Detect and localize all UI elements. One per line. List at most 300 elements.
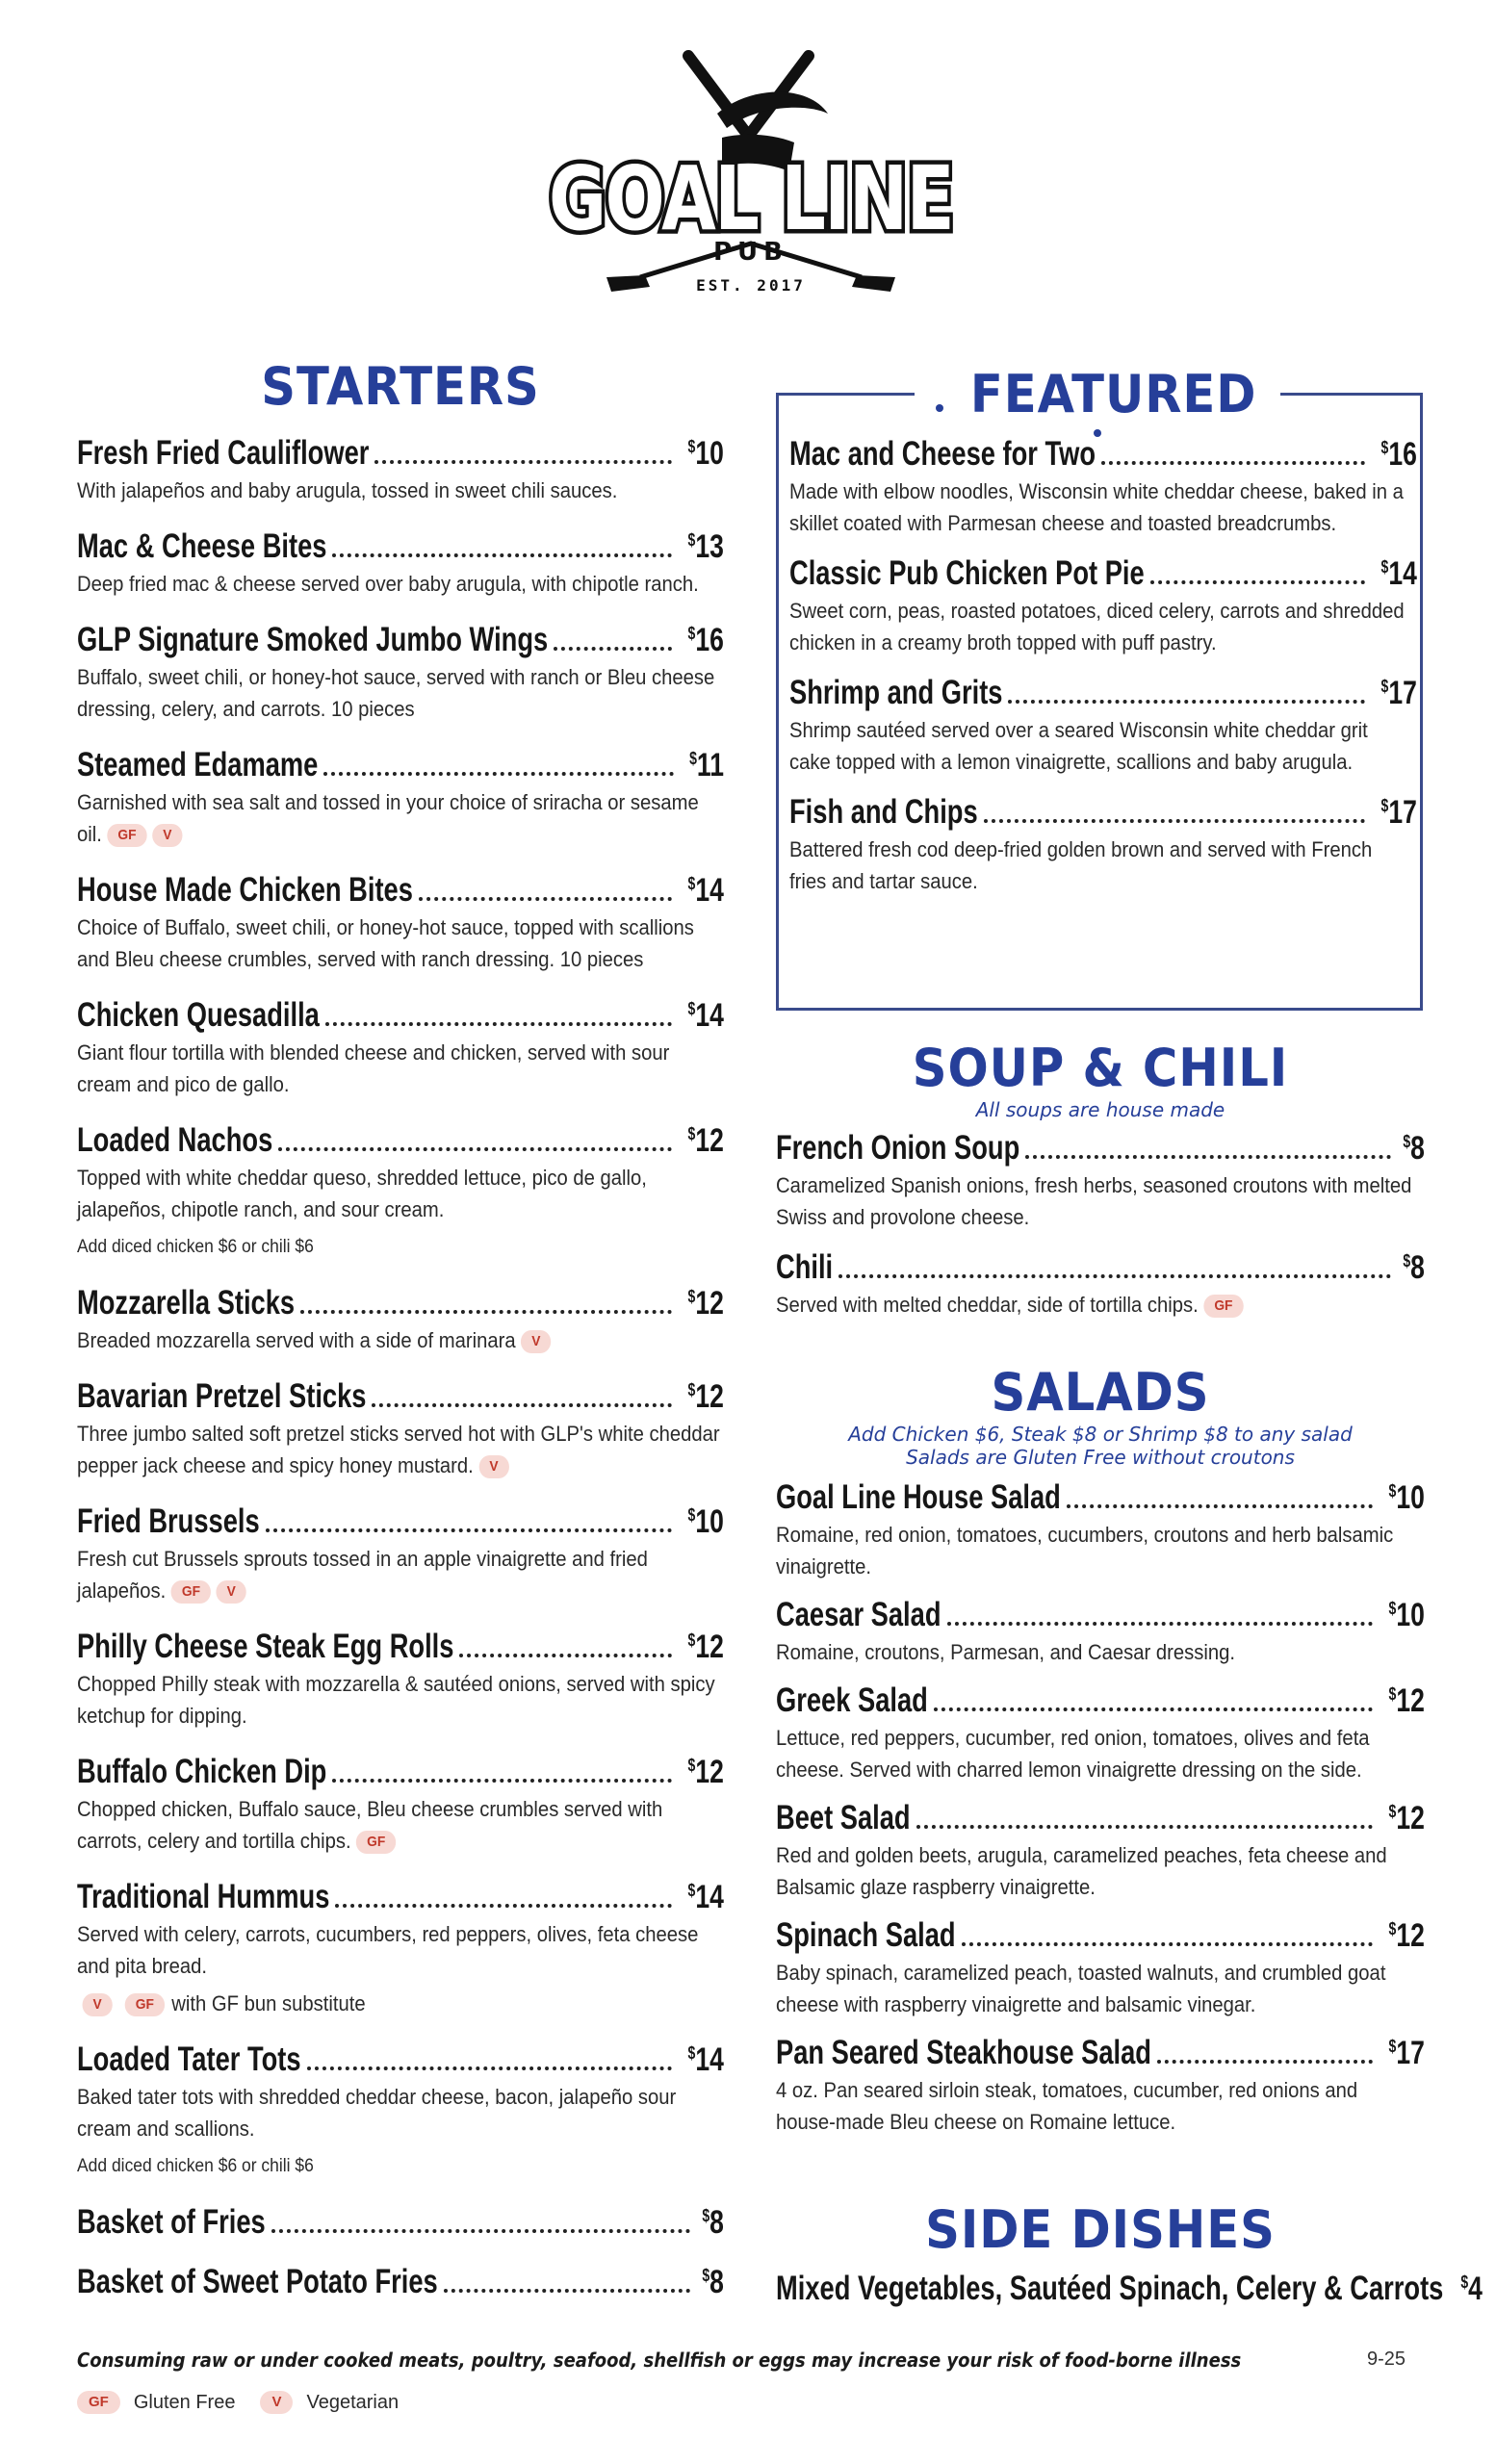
dollar-sign: $ (1380, 796, 1389, 815)
starters-title: STARTERS (261, 356, 540, 417)
dot-leader (459, 1654, 672, 1657)
description-text: Caramelized Spanish onions, fresh herbs, seasoned croutons with melted Swiss and provolone cheese. (776, 1173, 1412, 1229)
description-text: Fresh cut Brussels sprouts tossed in an apple vinaigrette and fried jalapeños. (77, 1547, 648, 1603)
dot-leader (444, 2289, 690, 2293)
menu-item-name: House Made Chicken Bites (77, 871, 413, 909)
description-text: Red and golden beets, arugula, caramelized peaches, feta cheese and Balsamic glaze raspberry vinaigrette. (776, 1843, 1387, 1899)
menu-item-line (77, 1628, 724, 1666)
description-text: Buffalo, sweet chili, or honey-hot sauce, served with ranch or Bleu cheese dressing, celery, and carrots. 10 pieces (77, 665, 715, 721)
price-value: 17 (1388, 675, 1417, 711)
dollar-sign: $ (1388, 1919, 1397, 1938)
menu-item (776, 1129, 1425, 1233)
menu-item-line (776, 1596, 1425, 1634)
menu-item-name: Mac and Cheese for Two (789, 435, 1096, 473)
menu-item-line (77, 1878, 724, 1916)
menu-item (77, 1502, 724, 1606)
menu-item (776, 1681, 1425, 1785)
price-value: 8 (709, 2264, 724, 2300)
menu-item (77, 871, 724, 975)
dot-leader (278, 1147, 672, 1151)
menu-item-line (77, 1284, 724, 1322)
menu-item-description (77, 911, 720, 975)
menu-item-price (688, 997, 724, 1035)
menu-item-name: Mixed Vegetables, Sautéed Spinach, Celery & Carrots (776, 2270, 1444, 2307)
menu-item-line (77, 1753, 724, 1791)
menu-item-name: Spinach Salad (776, 1916, 956, 1954)
description-text: Choice of Buffalo, sweet chili, or honey-hot sauce, topped with scallions and Bleu cheese crumbles, served with ranch dressing. 10 pieces (77, 915, 694, 971)
menu-item-name: Loaded Tater Tots (77, 2040, 301, 2078)
gf-badge: GF (171, 1580, 211, 1604)
dollar-sign: $ (687, 1505, 696, 1525)
dot-leader (554, 647, 672, 651)
menu-item-line (77, 527, 724, 566)
description-text: Romaine, croutons, Parmesan, and Caesar dressing. (776, 1640, 1236, 1664)
menu-item-price (689, 747, 724, 784)
menu-item (77, 1753, 724, 1857)
price-value: 12 (695, 1754, 724, 1790)
menu-item-line (776, 1248, 1425, 1287)
description-text: Three jumbo salted soft pretzel sticks served hot with GLP's white cheddar pepper jack cheese and spicy honey mustard. (77, 1422, 720, 1477)
dollar-sign: $ (687, 437, 696, 456)
menu-item-description (77, 786, 720, 850)
menu-item-description (789, 595, 1413, 658)
dot-leader (419, 897, 672, 901)
description-text: 4 oz. Pan seared sirloin steak, tomatoes, cucumber, red onions and house-made Bleu cheese on Romaine lettuce. (776, 2078, 1358, 2134)
price-value: 17 (1396, 2035, 1425, 2071)
dot-leader (1067, 1504, 1373, 1508)
menu-item-price (1389, 1479, 1425, 1517)
description-text: Battered fresh cod deep-fried golden brown and served with French fries and tartar sauce. (789, 837, 1373, 893)
menu-item-line (776, 1916, 1425, 1955)
menu-item-line (776, 1129, 1425, 1168)
menu-item-description (77, 568, 720, 600)
menu-item (789, 793, 1417, 897)
description-text: Garnished with sea salt and tossed in your choice of sriracha or sesame oil. (77, 790, 699, 846)
dot-leader (1150, 580, 1365, 584)
logo-sub: PUB (713, 238, 788, 267)
menu-item-line (789, 674, 1417, 712)
menu-item-description (77, 1324, 720, 1356)
menu-item-name: Mozzarella Sticks (77, 1284, 296, 1322)
menu-item-name: Buffalo Chicken Dip (77, 1753, 327, 1790)
menu-item-price (1381, 436, 1417, 474)
menu-item-price (1389, 1597, 1425, 1634)
menu-item-price (688, 2041, 724, 2079)
menu-item-name: French Onion Soup (776, 1129, 1020, 1167)
v-badge: V (83, 1993, 113, 2016)
menu-item (776, 1478, 1425, 1582)
description-text: Deep fried mac & cheese served over baby arugula, with chipotle ranch. (77, 572, 699, 596)
dot-leader (307, 2066, 673, 2070)
menu-item-name: Fish and Chips (789, 793, 978, 831)
menu-item-price (1389, 1800, 1425, 1837)
price-value: 14 (695, 872, 724, 909)
sides-title: SIDE DISHES (925, 2199, 1276, 2260)
price-value: 10 (1396, 1597, 1425, 1633)
menu-item-price (688, 1378, 724, 1416)
menu-item-line (77, 996, 724, 1035)
goal-line-pub-logo (520, 46, 982, 316)
description-text: Giant flour tortilla with blended cheese and chicken, served with sour cream and pico de gallo. (77, 1040, 670, 1096)
price-value: 14 (1388, 555, 1417, 592)
menu-item-description (77, 661, 720, 725)
soup-title: SOUP & CHILI (912, 1038, 1289, 1098)
dot-leader (335, 1904, 672, 1908)
menu-item-price (1381, 675, 1417, 712)
price-value: 13 (695, 528, 724, 565)
dollar-sign: $ (687, 624, 696, 643)
price-value: 10 (1396, 1479, 1425, 1516)
dollar-sign: $ (702, 2206, 710, 2225)
dot-leader (271, 2229, 690, 2233)
menu-item (77, 2203, 724, 2242)
featured-title: FEATURED (969, 364, 1256, 424)
description-text: Breaded mozzarella served with a side of marinara (77, 1328, 516, 1352)
dollar-sign: $ (1388, 1802, 1397, 1821)
menu-item-line (77, 1121, 724, 1160)
menu-item-name: Pan Seared Steakhouse Salad (776, 2034, 1151, 2071)
menu-item-price (702, 2204, 724, 2242)
salads-sub1 (776, 1423, 1425, 1446)
logo-est: EST. 2017 (696, 276, 806, 295)
menu-item (77, 1121, 724, 1263)
menu-item-name: Philly Cheese Steak Egg Rolls (77, 1628, 454, 1665)
price-value: 12 (695, 1122, 724, 1159)
menu-item-name: Basket of Fries (77, 2203, 266, 2241)
menu-item-description (776, 1839, 1421, 1903)
menu-item-description (77, 475, 720, 506)
dot-leader (984, 819, 1366, 823)
price-value: 16 (1388, 436, 1417, 473)
hockey-sticks-logo-icon (520, 46, 982, 316)
gf-badge: GF (1203, 1295, 1243, 1318)
price-value: 12 (695, 1378, 724, 1415)
price-value: 12 (695, 1629, 724, 1665)
menu-item-line (77, 434, 724, 473)
dot-leader (947, 1622, 1374, 1626)
menu-item-price (1381, 794, 1417, 832)
price-value: 12 (1396, 1917, 1425, 1954)
menu-item (77, 1284, 724, 1356)
salads-sub2: Salads are Gluten Free without croutons (906, 1446, 1295, 1469)
menu-item-price (688, 622, 724, 659)
v-badge: V (217, 1580, 246, 1604)
menu-item-description (776, 1169, 1421, 1233)
starters-column (77, 356, 724, 2323)
menu-item-line (789, 793, 1417, 832)
menu-item (776, 1248, 1425, 1321)
dollar-sign: $ (1388, 1684, 1397, 1704)
salads-list (776, 1478, 1425, 2138)
menu-item-description (776, 1289, 1421, 1321)
menu-item-description (77, 1918, 720, 1982)
note-text: with GF bun substitute (171, 1991, 366, 2015)
dollar-sign: $ (687, 1881, 696, 1900)
gf-badge: GF (77, 2391, 120, 2414)
menu-item-price (688, 435, 724, 473)
menu-item-description (789, 834, 1413, 897)
menu-item (776, 1916, 1425, 2020)
menu-item-name: Caesar Salad (776, 1596, 941, 1633)
description-text: Topped with white cheddar queso, shredded lettuce, pico de gallo, jalapeños, chipotle ranch, and sour cream. (77, 1166, 647, 1221)
menu-item-line (776, 1478, 1425, 1517)
menu-item (789, 435, 1417, 539)
menu-item-price (1389, 2035, 1425, 2072)
v-badge: V (521, 1330, 551, 1353)
description-text: Chopped Philly steak with mozzarella & sautéed onions, served with spicy ketchup for dipping. (77, 1672, 715, 1728)
menu-item-name: Mac & Cheese Bites (77, 527, 327, 565)
dot-leader (266, 1528, 673, 1532)
menu-item-price (702, 2264, 724, 2301)
menu-item-line (789, 435, 1417, 474)
description-text: Lettuce, red peppers, cucumber, red onion, tomatoes, olives and feta cheese. Served with charred lemon vinaigrette dressing on the side. (776, 1726, 1370, 1782)
menu-item-name: Basket of Sweet Potato Fries (77, 2263, 438, 2300)
menu-item-price (688, 528, 724, 566)
dot-leader (1008, 700, 1365, 704)
price-value: 8 (1410, 1130, 1425, 1167)
menu-item-description (776, 1957, 1421, 2020)
soup-list (776, 1129, 1425, 1321)
menu-item-name: Steamed Edamame (77, 746, 319, 783)
dollar-sign: $ (687, 1630, 696, 1650)
price-value: 10 (695, 1503, 724, 1540)
dot-leader (1101, 461, 1365, 465)
dollar-sign: $ (702, 2266, 710, 2285)
price-value: 8 (1410, 1249, 1425, 1286)
menu-item-description (77, 1162, 720, 1225)
menu-item-price (688, 1503, 724, 1541)
price-value: 14 (695, 997, 724, 1034)
price-value: 8 (709, 2204, 724, 2241)
dollar-sign: $ (687, 999, 696, 1018)
menu-item-price (688, 1879, 724, 1916)
note-text: Add diced chicken $6 or chili $6 (77, 1237, 314, 1257)
salads-title: SALADS (991, 1362, 1210, 1423)
dot-leader (332, 1779, 672, 1783)
menu-item-description (776, 2074, 1421, 2138)
dot-leader (934, 1707, 1373, 1711)
description-text: Made with elbow noodles, Wisconsin white cheddar cheese, baked in a skillet coated with Parmesan cheese and toasted breadcrumbs. (789, 479, 1404, 535)
menu-item (776, 2270, 1483, 2308)
starters-list (77, 434, 724, 2301)
menu-item-name: Greek Salad (776, 1681, 928, 1719)
description-text: Served with melted cheddar, side of tortilla chips. (776, 1293, 1199, 1317)
gf-badge: GF (125, 1993, 165, 2016)
menu-item-name: Classic Pub Chicken Pot Pie (789, 554, 1145, 592)
menu-item-price (1381, 555, 1417, 593)
menu-item-line (77, 2263, 724, 2301)
sides-section (776, 2199, 1483, 2308)
description-text: Sweet corn, peas, roasted potatoes, diced celery, carrots and shredded chicken in a creamy broth topped with puff pastry. (789, 599, 1405, 654)
menu-item-line (776, 2034, 1425, 2072)
dot-leader (323, 772, 674, 776)
price-value: 10 (695, 435, 724, 472)
dollar-sign: $ (1380, 438, 1389, 457)
menu-item-description (77, 2081, 720, 2144)
dollar-sign: $ (1388, 1599, 1397, 1618)
dollar-sign: $ (687, 1380, 696, 1399)
menu-item-name: GLP Signature Smoked Jumbo Wings (77, 621, 549, 658)
menu-item-description (776, 1636, 1421, 1668)
menu-item-line (77, 1377, 724, 1416)
dot-leader (374, 460, 672, 464)
menu-item-description (77, 1668, 720, 1732)
dot-leader (325, 1022, 672, 1026)
menu-item-line (77, 871, 724, 910)
menu-item (77, 1878, 724, 2019)
menu-item-line (77, 1502, 724, 1541)
menu-item-name: Goal Line House Salad (776, 1478, 1061, 1516)
menu-item (77, 1377, 724, 1481)
featured-list (789, 435, 1417, 912)
menu-item-description (77, 1418, 720, 1481)
dollar-sign: $ (687, 530, 696, 550)
menu-item-price (1389, 1682, 1425, 1720)
dot-leader (1157, 2060, 1373, 2064)
menu-item-line (776, 2270, 1483, 2308)
menu-item-price (688, 1754, 724, 1791)
dollar-sign: $ (1388, 1481, 1397, 1501)
menu-item (77, 434, 724, 506)
menu-item-note (77, 1231, 720, 1263)
price-value: 4 (1468, 2271, 1483, 2307)
price-value: 17 (1388, 794, 1417, 831)
menu-item-description (776, 1722, 1421, 1785)
dollar-sign: $ (1403, 1132, 1411, 1151)
menu-item-line (789, 554, 1417, 593)
price-value: 16 (695, 622, 724, 658)
menu-item-price (688, 1122, 724, 1160)
menu-item (789, 674, 1417, 778)
menu-item (776, 2034, 1425, 2138)
menu-item-name: Traditional Hummus (77, 1878, 330, 1915)
legend-gf-label: Gluten Free (133, 2391, 236, 2413)
dollar-sign: $ (1460, 2272, 1469, 2292)
menu-item-description (776, 1519, 1421, 1582)
dollar-sign: $ (687, 1124, 696, 1143)
dot-leader (1025, 1155, 1391, 1159)
menu-item-line (77, 2040, 724, 2079)
description-text: Baby spinach, caramelized peach, toasted walnuts, and crumbled goat cheese with raspberry vinaigrette and balsamic vinegar. (776, 1961, 1386, 2016)
price-value: 12 (695, 1285, 724, 1322)
description-text: Baked tater tots with shredded cheddar cheese, bacon, jalapeño sour cream and scallions. (77, 2085, 677, 2141)
dot-left-icon (936, 404, 943, 412)
menu-item-name: Bavarian Pretzel Sticks (77, 1377, 367, 1415)
gf-badge: GF (356, 1831, 396, 1854)
salads-section (776, 1362, 1425, 2151)
dollar-sign: $ (687, 1287, 696, 1306)
sides-list (776, 2270, 1483, 2308)
dollar-sign: $ (687, 874, 696, 893)
description-text: Shrimp sautéed served over a seared Wisconsin white cheddar grit cake topped with a lemon vinaigrette, scallions and baby arugula. (789, 718, 1368, 774)
soup-section (776, 1038, 1425, 1336)
dot-leader (300, 1310, 672, 1314)
v-badge: V (152, 824, 182, 847)
description-text: With jalapeños and baby arugula, tossed in sweet chili sauces. (77, 478, 618, 502)
menu-item-name: Chili (776, 1248, 834, 1286)
menu-item (789, 554, 1417, 658)
price-value: 12 (1396, 1800, 1425, 1836)
menu-item-line (77, 2203, 724, 2242)
menu-item (776, 1799, 1425, 1903)
soup-subtitle: All soups are house made (975, 1098, 1225, 1121)
price-value: 11 (696, 747, 724, 783)
menu-item (77, 746, 724, 850)
dot-leader (838, 1274, 1391, 1278)
menu-item-description (77, 1793, 720, 1857)
dollar-sign: $ (1403, 1251, 1411, 1270)
dot-leader (332, 553, 672, 557)
price-value: 14 (695, 2041, 724, 2078)
menu-item (77, 621, 724, 725)
dot-leader (962, 1942, 1374, 1946)
salads-sub1-text: Add Chicken $6, Steak $8 or Shrimp $8 to any salad (848, 1423, 1353, 1446)
menu-item-name: Beet Salad (776, 1799, 911, 1836)
menu-item-description (789, 714, 1413, 778)
dollar-sign: $ (687, 2043, 696, 2063)
menu-item (77, 2263, 724, 2301)
dietary-legend (77, 2391, 399, 2414)
menu-item-price (1461, 2271, 1483, 2308)
legend-v-label: Vegetarian (306, 2391, 400, 2413)
dot-leader (916, 1825, 1374, 1829)
menu-item-name: Chicken Quesadilla (77, 996, 320, 1034)
menu-item (77, 996, 724, 1100)
menu-item-price (688, 872, 724, 910)
menu-item-line (776, 1799, 1425, 1837)
dollar-sign: $ (1380, 557, 1389, 577)
menu-item (77, 1628, 724, 1732)
description-text: Romaine, red onion, tomatoes, cucumbers, croutons and herb balsamic vinaigrette. (776, 1523, 1394, 1578)
menu-item-note (77, 2150, 720, 2182)
menu-item (77, 2040, 724, 2182)
gf-badge: GF (107, 824, 146, 847)
menu-version-code: 9-25 (1367, 2348, 1406, 2370)
food-safety-warning: Consuming raw or under cooked meats, poultry, seafood, shellfish or eggs may increase your risk of food-borne illness (77, 2348, 1242, 2372)
featured-header (915, 364, 1280, 442)
menu-item-line (77, 621, 724, 659)
price-value: 14 (695, 1879, 724, 1915)
dollar-sign: $ (1380, 677, 1389, 696)
v-badge: V (260, 2391, 293, 2414)
menu-item-name: Loaded Nachos (77, 1121, 273, 1159)
menu-item-name: Fried Brussels (77, 1502, 260, 1540)
menu-item-description (77, 1543, 720, 1606)
menu-item-name: Fresh Fried Cauliflower (77, 434, 370, 472)
menu-item-price (688, 1285, 724, 1322)
menu-item-price (1403, 1249, 1425, 1287)
menu-item-line (77, 746, 724, 784)
menu-item-description (789, 475, 1413, 539)
menu-item (776, 1596, 1425, 1668)
menu-item-line (776, 1681, 1425, 1720)
v-badge: V (478, 1455, 508, 1478)
dollar-sign: $ (689, 749, 697, 768)
menu-item-note (77, 1988, 720, 2019)
menu-item-price (1389, 1917, 1425, 1955)
menu-item-price (688, 1629, 724, 1666)
note-text: Add diced chicken $6 or chili $6 (77, 2156, 314, 2176)
dot-leader (372, 1403, 672, 1407)
logo-title: GOAL LINE (549, 147, 953, 250)
menu-item-description (77, 1037, 720, 1100)
menu-item (77, 527, 724, 600)
description-text: Chopped chicken, Buffalo sauce, Bleu cheese crumbles served with carrots, celery and tortilla chips. (77, 1797, 663, 1853)
menu-item-price (1403, 1130, 1425, 1168)
dollar-sign: $ (687, 1756, 696, 1775)
menu-item-name: Shrimp and Grits (789, 674, 1003, 711)
dollar-sign: $ (1388, 2037, 1397, 2056)
